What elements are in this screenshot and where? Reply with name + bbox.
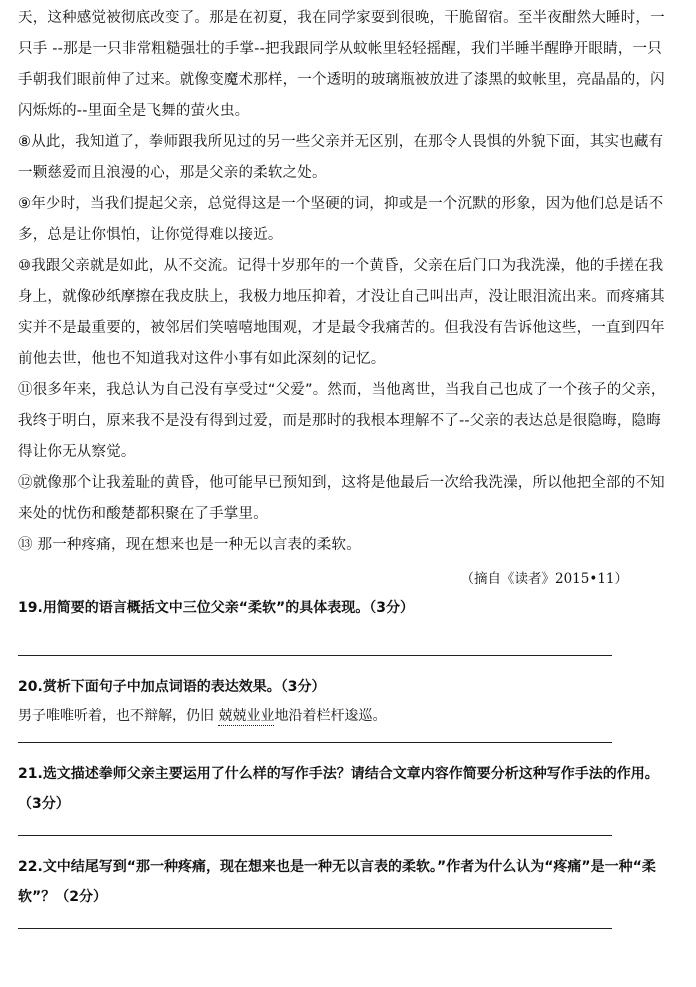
passage-paragraph: ⑨年少时，当我们提起父亲，总觉得这是一个坚硬的词，抑或是一个沉默的形象，因为他们总是话不多，总是让你惧怕，让你觉得难以接近。 xyxy=(18,196,664,243)
question-text xyxy=(18,852,668,912)
question-prompt: 用简要的语言概括文中三位父亲“柔软”的具体表现。（3分） xyxy=(42,600,414,616)
question-text xyxy=(18,759,668,819)
question-number: 19. xyxy=(18,600,43,616)
question-text xyxy=(18,593,668,623)
passage-paragraph: ⑩我跟父亲就是如此，从不交流。记得十岁那年的一个黄昏，父亲在后门口为我洗澡，他的手搓在我身上，就像砂纸摩擦在我皮肤上，我极力地压抑着，才没让自己叫出声，没让眼泪流出来。而疼痛其实并不是最重要的，被邻居们笑嘻嘻地围观，才是最令我痛苦的。但我没有告诉他这些，一直到四年前他去世，他也不知道我对这件小事有如此深刻的记忆。 xyxy=(18,258,665,367)
question-prompt: 赏析下面句子中加点词语的表达效果。（3分） xyxy=(42,679,326,695)
answer-line[interactable] xyxy=(18,835,612,836)
question-number: 21. xyxy=(18,766,43,782)
passage-paragraph: ⑪很多年来，我总认为自己没有享受过“父爱”。然而，当他离世，当我自己也成了一个孩子的父亲，我终于明白，原来我不是没有得到过爱，而是那时的我根本理解不了--父亲的表达总是很隐晦，隐晦得让你无从察觉。 xyxy=(18,382,666,460)
answer-line[interactable] xyxy=(18,655,612,656)
passage-paragraph: ⑬ 那一种疼痛，现在想来也是一种无以言表的柔软。 xyxy=(18,537,361,553)
passage-paragraph: 天，这种感觉被彻底改变了。那是在初夏，我在同学家耍到很晚，干脆留宿。至半夜酣然大睡时，一只手 --那是一只非常粗糙强壮的手掌--把我跟同学从蚊帐里轻轻摇醒，我们半睡半醒睁开眼睛，一只手朝我们眼前伸了过来。就像变魔术那样，一个透明的玻璃瓶被放进了漆黑的蚊帐里，亮晶晶的，闪闪烁烁的--里面全是飞舞的萤火虫。 xyxy=(18,10,665,119)
passage-paragraph: ⑧从此，我知道了，拳师跟我所见过的另一些父亲并无区别，在那令人畏惧的外貌下面，其实也藏有一颗慈爱而且浪漫的心，那是父亲的柔软之处。 xyxy=(18,134,664,181)
question-number: 20. xyxy=(18,679,43,695)
dotted-phrase: 兢兢业业 xyxy=(218,708,275,724)
answer-line[interactable] xyxy=(18,928,612,929)
example-sentence xyxy=(18,702,668,730)
passage-paragraph: ⑫就像那个让我羞耻的黄昏，他可能早已预知到，这将是他最后一次给我洗澡，所以他把全部的不知来处的忧伤和酸楚都积聚在了手掌里。 xyxy=(18,475,665,522)
question-prompt: 文中结尾写到“那一种疼痛，现在想来也是一种无以言表的柔软。”作者为什么认为“疼痛”是一种“柔软”？（2分） xyxy=(18,859,656,905)
question-22 xyxy=(18,852,668,929)
answer-line[interactable] xyxy=(18,742,612,743)
question-text xyxy=(18,672,668,702)
example-text-before: 男子唯唯听着，也不辩解，仍旧 xyxy=(18,708,219,724)
question-20 xyxy=(18,672,668,743)
example-text-after: 地沿着栏杆逡巡。 xyxy=(274,708,387,724)
question-19 xyxy=(18,593,668,656)
question-number: 22. xyxy=(18,859,43,875)
question-prompt: 选文描述拳师父亲主要运用了什么样的写作手法？请结合文章内容作简要分析这种写作手法的作用。（3分） xyxy=(18,766,659,812)
question-21 xyxy=(18,759,668,836)
passage-source: （摘自《读者》2015•11） xyxy=(460,571,628,587)
document-page xyxy=(18,0,668,929)
